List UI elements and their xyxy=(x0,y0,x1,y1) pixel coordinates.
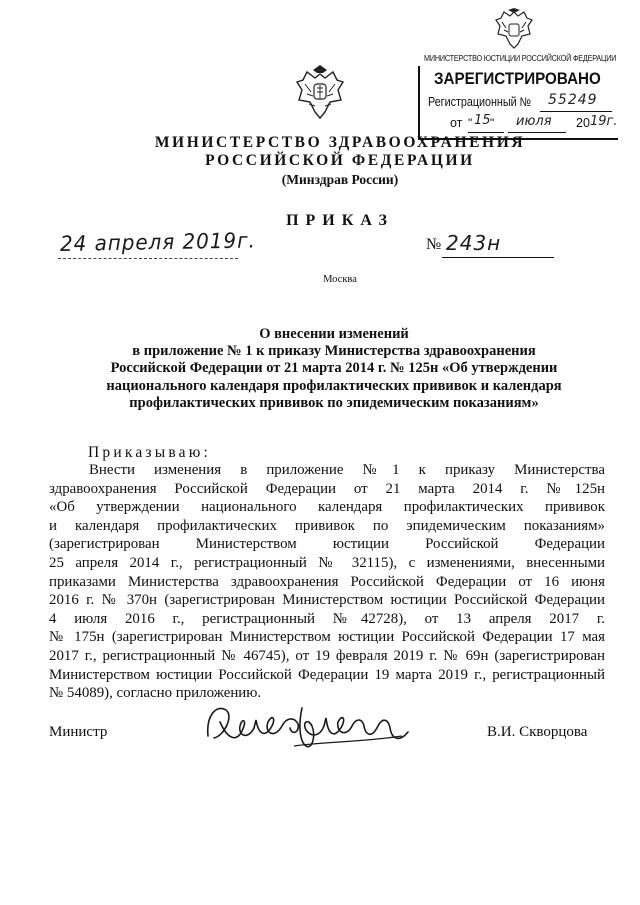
subject-line: Российской Федерации от 21 марта 2014 г. № 125н «Об утверждении xyxy=(110,360,558,377)
order-date: 24 апреля 2019г. xyxy=(59,228,257,256)
order-subject xyxy=(64,326,604,412)
stamp-reg-number-underline xyxy=(540,111,612,112)
stamp-date-day: 15 xyxy=(474,113,491,128)
body-line: «Об утверждении национального календаря профилактических прививок xyxy=(49,499,605,516)
order-number-label: № xyxy=(426,236,442,253)
signatory-title: Министр xyxy=(49,724,108,740)
order-number: 243н xyxy=(446,231,502,255)
stamp-reg-number-label: Регистрационный № xyxy=(428,95,532,109)
ministry-name-line2: РОССИЙСКОЙ ФЕДЕРАЦИИ xyxy=(205,152,475,169)
subject-line: О внесении изменений xyxy=(259,326,409,342)
body-line: (зарегистрирован Министерством юстиции Российской Федерации xyxy=(49,536,605,553)
body-line: и календаря профилактических прививок по эпидемическим показаниям» xyxy=(49,517,605,534)
subject-line: профилактических прививок по эпидемическим показаниям» xyxy=(129,394,539,411)
body-line: Внести изменения в приложение №1 к приказу Министерства xyxy=(89,462,605,478)
body-line: здравоохранения Российской Федерации от 21 марта 2014 г. №125н xyxy=(49,480,605,497)
signatory-name: В.И. Скворцова xyxy=(487,724,588,740)
order-body xyxy=(49,461,605,703)
body-line: 25 апреля 2014 г., регистрационный № 32115), с изменениями, внесенными xyxy=(49,554,605,571)
order-number-underline xyxy=(442,257,554,258)
subject-line: национального календаря профилактических прививок и календаря xyxy=(106,377,562,394)
stamp-date-quote-close: " xyxy=(490,116,495,130)
stamp-date-quote-open: " xyxy=(468,116,473,130)
handwritten-signature xyxy=(202,696,414,760)
body-line: 2017 г., регистрационный № 46745), от 19 февраля 2019 г. № 69н (зарегистрирован xyxy=(49,647,605,664)
document-title: ПРИКАЗ xyxy=(286,212,394,229)
body-line: приказами Министерства здравоохранения Российской Федерации от 16 июня xyxy=(49,573,605,590)
body-line: 2016 г. № 370н (зарегистрирован Министерством юстиции Российской Федерации xyxy=(49,592,605,609)
stamp-date-month: июля xyxy=(516,114,552,129)
stamp-date-year-suffix: 19г. xyxy=(590,114,618,129)
registration-stamp xyxy=(418,8,622,140)
coat-of-arms-icon xyxy=(295,64,345,120)
stamp-date-from-label: от xyxy=(450,116,463,130)
ministry-short-name: (Минздрав России) xyxy=(281,172,399,187)
stamp-date-day-underline xyxy=(468,132,504,133)
stamp-registered-label: ЗАРЕГИСТРИРОВАНО xyxy=(434,70,601,88)
coat-of-arms-icon xyxy=(494,8,534,50)
stamp-reg-number-value: 55249 xyxy=(548,92,598,108)
stamp-ministry-line: МИНИСТЕРСТВО ЮСТИЦИИ РОССИЙСКОЙ ФЕДЕРАЦИИ xyxy=(424,53,617,63)
body-line: № 175н (зарегистрирован Министерством юстиции Российской Федерации 17 мая xyxy=(49,629,605,646)
stamp-date-year-prefix: 20 xyxy=(576,116,590,130)
order-verb: Приказываю: xyxy=(88,444,212,461)
ministry-name-line1: МИНИСТЕРСТВО ЗДРАВООХРАНЕНИЯ xyxy=(154,134,526,151)
stamp-date-month-underline xyxy=(508,132,566,133)
body-line: Министерством юстиции Российской Федерации 19 марта 2019 г., регистрационный xyxy=(49,666,605,683)
order-date-underline xyxy=(58,258,238,259)
place-of-issue: Москва xyxy=(323,274,357,285)
body-line: 4 июля 2016 г., регистрационный №42728), от 13 апреля 2017 г. xyxy=(49,610,605,627)
subject-line: в приложение № 1 к приказу Министерства здравоохранения xyxy=(132,343,536,360)
body-line: № 54089), согласно приложению. xyxy=(49,685,262,702)
